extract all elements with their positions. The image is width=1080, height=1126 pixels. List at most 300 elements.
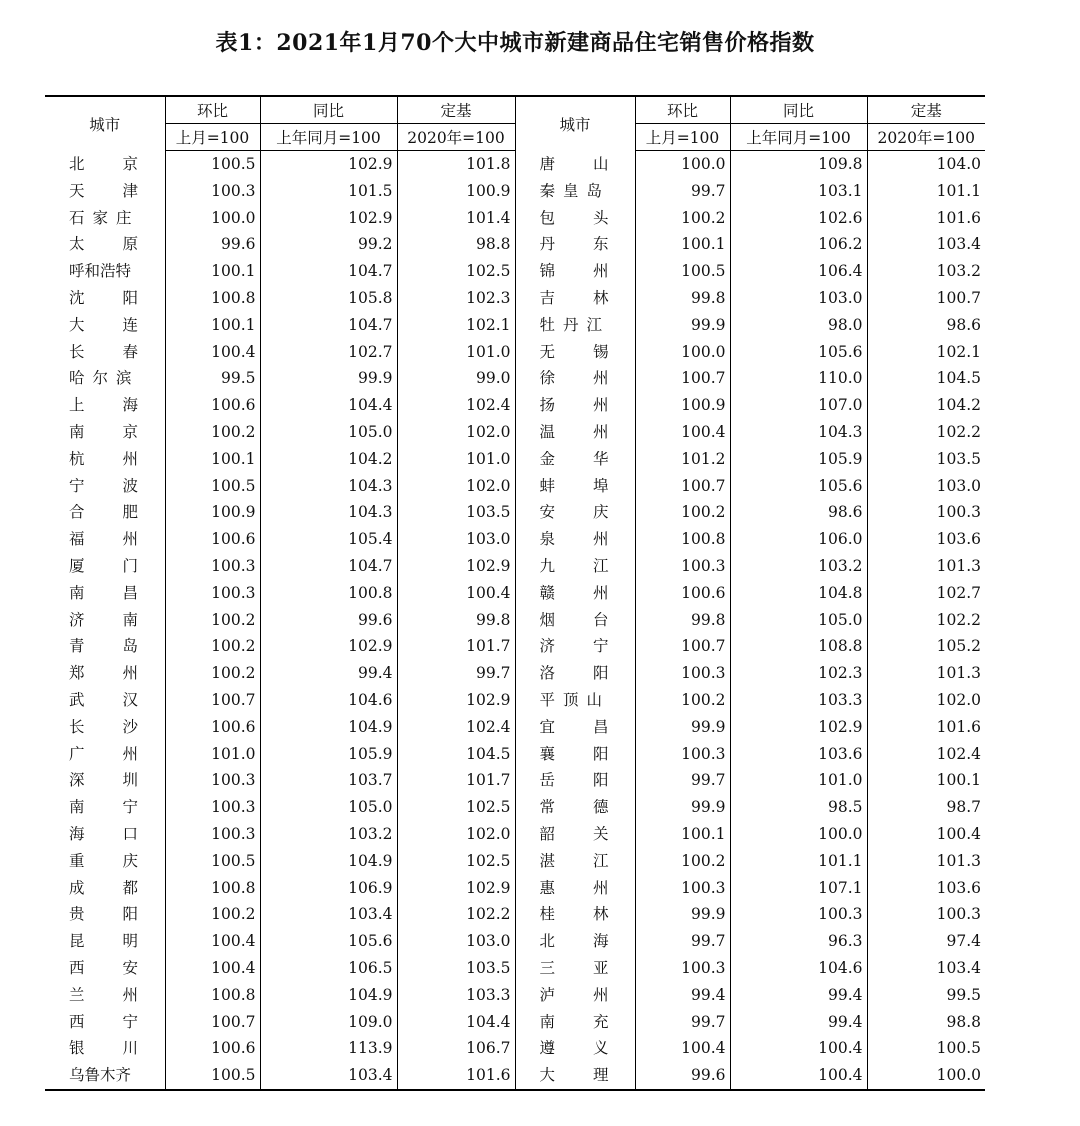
city-name-left: 武汉: [45, 687, 165, 714]
page-title: 表1：2021年1月70个大中城市新建商品住宅销售价格指数: [215, 30, 815, 56]
table-row: [45, 955, 985, 982]
table-row: [45, 1035, 985, 1062]
city-name-left: 上海: [45, 392, 165, 419]
tongbi-value-left: 105.0: [260, 419, 397, 446]
tongbi-value-right: 99.4: [730, 1009, 867, 1036]
header-tongbi-base-left: 上年同月=100: [260, 124, 397, 151]
dingji-value-left: 103.5: [397, 499, 515, 526]
huanbi-value-right: 99.7: [635, 928, 730, 955]
header-dingji-right: 定基: [867, 96, 985, 124]
tongbi-value-right: 101.0: [730, 767, 867, 794]
dingji-value-right: 102.7: [936, 583, 981, 602]
tongbi-value-right: 103.1: [730, 178, 867, 205]
city-name-right: 桂林: [515, 901, 635, 928]
dingji-value-right: 100.1: [936, 771, 981, 790]
tongbi-value-right: 100.0: [730, 821, 867, 848]
city-name-right: 襄阳: [515, 741, 635, 768]
tongbi-value-right: 104.3: [730, 419, 867, 446]
huanbi-value-left: 100.6: [165, 714, 260, 741]
price-index-table: [45, 95, 985, 1091]
city-name-right: 平顶山: [515, 687, 635, 714]
table-row: [45, 151, 985, 178]
tongbi-value-left: 104.6: [260, 687, 397, 714]
huanbi-value-right: 100.3: [635, 741, 730, 768]
city-name-left: 长沙: [45, 714, 165, 741]
table-row: [45, 741, 985, 768]
dingji-value-right: 102.2: [936, 422, 981, 441]
dingji-value-left: 104.4: [397, 1009, 515, 1036]
huanbi-value-right: 100.0: [635, 151, 730, 178]
huanbi-value-right: 100.7: [635, 473, 730, 500]
dingji-value-left: 102.5: [397, 848, 515, 875]
dingji-value-right: 101.3: [936, 556, 981, 575]
table-row: [45, 767, 985, 794]
table-row: [45, 982, 985, 1009]
city-name-left: 哈尔滨: [45, 365, 165, 392]
dingji-value-right: 100.0: [867, 1062, 985, 1090]
city-name-right: 泸州: [515, 982, 635, 1009]
tongbi-value-left: 104.4: [260, 392, 397, 419]
tongbi-value-right: 108.8: [730, 633, 867, 660]
table-row: [45, 660, 985, 687]
huanbi-value-left: 100.2: [165, 607, 260, 634]
huanbi-value-right: 100.4: [635, 419, 730, 446]
huanbi-value-left: 100.2: [165, 419, 260, 446]
city-name-right: 无锡: [515, 339, 635, 366]
city-name-left: 西宁: [45, 1009, 165, 1036]
tongbi-value-right: 107.0: [730, 392, 867, 419]
huanbi-value-right: 99.8: [635, 285, 730, 312]
city-name-left: 石家庄: [45, 205, 165, 232]
city-name-right: 泉州: [515, 526, 635, 553]
tongbi-value-left: 105.4: [260, 526, 397, 553]
dingji-value-left: 104.5: [397, 741, 515, 768]
city-name-right: 丹东: [515, 231, 635, 258]
tongbi-value-right: 98.6: [730, 499, 867, 526]
city-name-left: 长春: [45, 339, 165, 366]
city-name-left: 贵阳: [45, 901, 165, 928]
city-name-right: 牡丹江: [515, 312, 635, 339]
dingji-value-left: 99.8: [397, 607, 515, 634]
dingji-value-right: 98.8: [946, 1012, 981, 1031]
city-name-right: 徐州: [515, 365, 635, 392]
tongbi-value-right: 110.0: [730, 365, 867, 392]
dingji-value-left: 102.0: [397, 419, 515, 446]
dingji-value-left: 102.2: [397, 901, 515, 928]
tongbi-value-left: 99.2: [260, 231, 397, 258]
header-dingji-left: 定基: [397, 96, 515, 124]
huanbi-value-right: 100.9: [635, 392, 730, 419]
table-row: [45, 392, 985, 419]
tongbi-value-right: 96.3: [730, 928, 867, 955]
huanbi-value-left: 100.8: [165, 875, 260, 902]
tongbi-value-right: 105.0: [730, 607, 867, 634]
dingji-value-right: 102.2: [936, 610, 981, 629]
huanbi-value-right: 100.3: [635, 955, 730, 982]
dingji-value-right: 104.0: [936, 155, 981, 173]
header-huanbi-base-right: 上月=100: [635, 124, 730, 151]
table-row: [45, 178, 985, 205]
huanbi-value-left: 100.3: [165, 178, 260, 205]
dingji-value-right: 105.2: [936, 637, 981, 656]
table-row: [45, 1062, 985, 1090]
dingji-value-right: 102.4: [936, 744, 981, 763]
dingji-value-left: 102.0: [397, 821, 515, 848]
tongbi-value-right: 106.4: [730, 258, 867, 285]
dingji-value-right: 103.4: [936, 958, 981, 977]
city-name-left: 深圳: [45, 767, 165, 794]
city-name-left: 南昌: [45, 580, 165, 607]
huanbi-value-right: 100.3: [635, 875, 730, 902]
dingji-value-right: 103.5: [936, 449, 981, 468]
dingji-value-left: 103.0: [397, 526, 515, 553]
huanbi-value-left: 100.1: [165, 258, 260, 285]
huanbi-value-left: 100.2: [165, 901, 260, 928]
dingji-value-left: 102.3: [397, 285, 515, 312]
city-name-right: 扬州: [515, 392, 635, 419]
city-name-right: 九江: [515, 553, 635, 580]
city-name-left: 南京: [45, 419, 165, 446]
dingji-value-left: 101.8: [397, 151, 515, 178]
huanbi-value-left: 100.7: [165, 1009, 260, 1036]
dingji-value-left: 101.0: [397, 446, 515, 473]
header-huanbi-right: 环比: [635, 96, 730, 124]
table-row: [45, 633, 985, 660]
huanbi-value-right: 100.2: [635, 205, 730, 232]
huanbi-value-right: 99.6: [635, 1062, 730, 1090]
tongbi-value-left: 99.6: [260, 607, 397, 634]
table-row: [45, 231, 985, 258]
tongbi-value-right: 100.3: [730, 901, 867, 928]
city-name-right: 吉林: [515, 285, 635, 312]
dingji-value-right: 103.0: [936, 476, 981, 495]
header-dingji-base-right: 2020年=100: [867, 124, 985, 151]
tongbi-value-right: 103.2: [730, 553, 867, 580]
tongbi-value-right: 102.3: [730, 660, 867, 687]
dingji-value-right: 103.4: [936, 235, 981, 254]
huanbi-value-right: 100.1: [635, 231, 730, 258]
huanbi-value-right: 99.9: [635, 794, 730, 821]
dingji-value-right: 100.3: [936, 905, 981, 924]
city-name-left: 重庆: [45, 848, 165, 875]
table-row: [45, 339, 985, 366]
table-row: [45, 365, 985, 392]
tongbi-value-left: 104.7: [260, 258, 397, 285]
huanbi-value-right: 99.9: [635, 714, 730, 741]
huanbi-value-left: 100.6: [165, 1035, 260, 1062]
tongbi-value-right: 105.6: [730, 339, 867, 366]
huanbi-value-left: 100.8: [165, 982, 260, 1009]
huanbi-value-left: 100.4: [165, 339, 260, 366]
huanbi-value-right: 100.6: [635, 580, 730, 607]
table-body: [45, 151, 985, 1090]
tongbi-value-left: 106.5: [260, 955, 397, 982]
huanbi-value-left: 100.8: [165, 285, 260, 312]
city-name-left: 海口: [45, 821, 165, 848]
tongbi-value-left: 104.3: [260, 473, 397, 500]
table-row: [45, 258, 985, 285]
city-name-left: 合肥: [45, 499, 165, 526]
tongbi-value-left: 102.7: [260, 339, 397, 366]
huanbi-value-right: 100.0: [635, 339, 730, 366]
table-row: [45, 553, 985, 580]
tongbi-value-left: 102.9: [260, 205, 397, 232]
huanbi-value-right: 101.2: [635, 446, 730, 473]
city-name-right: 温州: [515, 419, 635, 446]
dingji-value-right: 100.5: [936, 1039, 981, 1058]
city-name-left: 西安: [45, 955, 165, 982]
dingji-value-left: 99.0: [397, 365, 515, 392]
huanbi-value-left: 100.4: [165, 955, 260, 982]
table-row: [45, 714, 985, 741]
tongbi-value-left: 104.7: [260, 312, 397, 339]
city-name-left: 南宁: [45, 794, 165, 821]
dingji-value-left: 99.7: [397, 660, 515, 687]
table-row: [45, 794, 985, 821]
tongbi-value-left: 100.8: [260, 580, 397, 607]
city-name-right: 三亚: [515, 955, 635, 982]
huanbi-value-right: 99.9: [635, 312, 730, 339]
huanbi-value-right: 99.8: [635, 607, 730, 634]
tongbi-value-left: 104.3: [260, 499, 397, 526]
header-tongbi-right: 同比: [730, 96, 867, 124]
header-huanbi-base-left: 上月=100: [165, 124, 260, 151]
huanbi-value-right: 100.3: [635, 660, 730, 687]
tongbi-value-right: 104.6: [730, 955, 867, 982]
header-tongbi-left: 同比: [260, 96, 397, 124]
header-city-right: 城市: [515, 96, 635, 151]
table-row: [45, 1009, 985, 1036]
huanbi-value-right: 99.7: [635, 767, 730, 794]
city-name-right: 惠州: [515, 875, 635, 902]
huanbi-value-right: 99.7: [635, 178, 730, 205]
tongbi-value-right: 104.8: [730, 580, 867, 607]
huanbi-value-right: 99.9: [635, 901, 730, 928]
tongbi-value-left: 104.9: [260, 982, 397, 1009]
huanbi-value-left: 100.5: [165, 1062, 260, 1090]
tongbi-value-right: 100.4: [730, 1035, 867, 1062]
tongbi-value-right: 106.2: [730, 231, 867, 258]
tongbi-value-left: 103.4: [260, 901, 397, 928]
huanbi-value-right: 100.2: [635, 499, 730, 526]
huanbi-value-right: 100.5: [635, 258, 730, 285]
huanbi-value-left: 101.0: [165, 741, 260, 768]
city-name-right: 南充: [515, 1009, 635, 1036]
table-row: [45, 607, 985, 634]
huanbi-value-right: 100.7: [635, 365, 730, 392]
dingji-value-right: 99.5: [946, 985, 981, 1004]
city-name-left: 乌鲁木齐: [45, 1062, 165, 1090]
tongbi-value-right: 99.4: [730, 982, 867, 1009]
city-name-right: 湛江: [515, 848, 635, 875]
huanbi-value-left: 99.5: [165, 365, 260, 392]
huanbi-value-left: 99.6: [165, 231, 260, 258]
huanbi-value-left: 100.1: [165, 446, 260, 473]
huanbi-value-left: 100.5: [165, 848, 260, 875]
huanbi-value-right: 100.8: [635, 526, 730, 553]
dingji-value-right: 103.6: [936, 530, 981, 549]
dingji-value-left: 101.0: [397, 339, 515, 366]
huanbi-value-left: 100.3: [165, 580, 260, 607]
city-name-right: 烟台: [515, 607, 635, 634]
huanbi-value-right: 100.4: [635, 1035, 730, 1062]
dingji-value-right: 101.3: [936, 664, 981, 683]
dingji-value-left: 103.3: [397, 982, 515, 1009]
tongbi-value-left: 102.9: [260, 151, 397, 178]
dingji-value-left: 102.0: [397, 473, 515, 500]
table-row: [45, 580, 985, 607]
huanbi-value-left: 100.2: [165, 633, 260, 660]
city-name-right: 岳阳: [515, 767, 635, 794]
city-name-right: 金华: [515, 446, 635, 473]
huanbi-value-left: 100.5: [165, 151, 260, 178]
header-tongbi-base-right: 上年同月=100: [730, 124, 867, 151]
tongbi-value-left: 113.9: [260, 1035, 397, 1062]
table-row: [45, 821, 985, 848]
dingji-value-left: 103.5: [397, 955, 515, 982]
table-row: [45, 526, 985, 553]
huanbi-value-right: 100.2: [635, 848, 730, 875]
dingji-value-right: 103.2: [936, 262, 981, 281]
tongbi-value-left: 104.9: [260, 848, 397, 875]
city-name-right: 常德: [515, 794, 635, 821]
dingji-value-right: 104.2: [936, 396, 981, 415]
city-name-right: 韶关: [515, 821, 635, 848]
dingji-value-right: 104.5: [936, 369, 981, 388]
city-name-right: 锦州: [515, 258, 635, 285]
dingji-value-right: 97.4: [946, 932, 981, 951]
tongbi-value-left: 105.6: [260, 928, 397, 955]
dingji-value-right: 102.1: [936, 342, 981, 361]
dingji-value-left: 102.4: [397, 392, 515, 419]
table-row: [45, 312, 985, 339]
dingji-value-right: 101.6: [936, 208, 981, 227]
tongbi-value-right: 107.1: [730, 875, 867, 902]
huanbi-value-left: 100.1: [165, 312, 260, 339]
tongbi-value-left: 104.7: [260, 553, 397, 580]
dingji-value-right: 100.4: [936, 824, 981, 843]
huanbi-value-left: 100.3: [165, 767, 260, 794]
table-row: [45, 446, 985, 473]
dingji-value-left: 102.4: [397, 714, 515, 741]
dingji-value-left: 102.9: [397, 687, 515, 714]
tongbi-value-right: 100.4: [730, 1062, 867, 1090]
city-name-left: 银川: [45, 1035, 165, 1062]
tongbi-value-left: 99.4: [260, 660, 397, 687]
tongbi-value-right: 103.3: [730, 687, 867, 714]
huanbi-value-right: 99.4: [635, 982, 730, 1009]
city-name-right: 秦皇岛: [515, 178, 635, 205]
dingji-value-right: 98.6: [946, 315, 981, 334]
city-name-left: 青岛: [45, 633, 165, 660]
tongbi-value-right: 102.6: [730, 205, 867, 232]
tongbi-value-left: 103.7: [260, 767, 397, 794]
dingji-value-right: 101.1: [936, 181, 981, 200]
table-row: [45, 419, 985, 446]
tongbi-value-right: 105.9: [730, 446, 867, 473]
huanbi-value-right: 100.7: [635, 633, 730, 660]
dingji-value-left: 102.9: [397, 553, 515, 580]
table-row: [45, 499, 985, 526]
dingji-value-left: 100.9: [397, 178, 515, 205]
table-row: [45, 205, 985, 232]
huanbi-value-left: 100.2: [165, 660, 260, 687]
tongbi-value-left: 103.2: [260, 821, 397, 848]
tongbi-value-right: 101.1: [730, 848, 867, 875]
city-name-right: 安庆: [515, 499, 635, 526]
tongbi-value-right: 103.6: [730, 741, 867, 768]
dingji-value-left: 106.7: [397, 1035, 515, 1062]
city-name-right: 遵义: [515, 1035, 635, 1062]
city-name-left: 呼和浩特: [45, 258, 165, 285]
dingji-value-left: 102.9: [397, 875, 515, 902]
tongbi-value-right: 98.5: [730, 794, 867, 821]
dingji-value-left: 102.5: [397, 794, 515, 821]
huanbi-value-left: 100.3: [165, 794, 260, 821]
table-row: [45, 875, 985, 902]
city-name-right: 赣州: [515, 580, 635, 607]
table-row: [45, 848, 985, 875]
city-name-left: 太原: [45, 231, 165, 258]
dingji-value-right: 102.0: [936, 690, 981, 709]
tongbi-value-left: 105.9: [260, 741, 397, 768]
city-name-left: 济南: [45, 607, 165, 634]
huanbi-value-right: 100.2: [635, 687, 730, 714]
tongbi-value-right: 102.9: [730, 714, 867, 741]
city-name-left: 宁波: [45, 473, 165, 500]
table-row: [45, 901, 985, 928]
city-name-right: 唐山: [515, 151, 635, 178]
huanbi-value-right: 100.1: [635, 821, 730, 848]
tongbi-value-right: 106.0: [730, 526, 867, 553]
huanbi-value-right: 99.7: [635, 1009, 730, 1036]
huanbi-value-left: 100.6: [165, 526, 260, 553]
tongbi-value-right: 105.6: [730, 473, 867, 500]
header-city-left: 城市: [45, 96, 165, 151]
dingji-value-left: 101.7: [397, 633, 515, 660]
tongbi-value-right: 109.8: [730, 151, 867, 178]
city-name-right: 北海: [515, 928, 635, 955]
tongbi-value-left: 103.4: [260, 1062, 397, 1090]
city-name-right: 济宁: [515, 633, 635, 660]
table-row: [45, 285, 985, 312]
table-row: [45, 473, 985, 500]
city-name-right: 洛阳: [515, 660, 635, 687]
city-name-right: 包头: [515, 205, 635, 232]
city-name-left: 厦门: [45, 553, 165, 580]
huanbi-value-left: 100.9: [165, 499, 260, 526]
table-row: [45, 928, 985, 955]
city-name-right: 宜昌: [515, 714, 635, 741]
huanbi-value-left: 100.3: [165, 553, 260, 580]
dingji-value-left: 100.4: [397, 580, 515, 607]
tongbi-value-right: 98.0: [730, 312, 867, 339]
huanbi-value-left: 100.6: [165, 392, 260, 419]
dingji-value-left: 102.1: [397, 312, 515, 339]
dingji-value-left: 103.0: [397, 928, 515, 955]
dingji-value-right: 100.7: [936, 288, 981, 307]
tongbi-value-right: 103.0: [730, 285, 867, 312]
tongbi-value-left: 109.0: [260, 1009, 397, 1036]
header-huanbi-left: 环比: [165, 96, 260, 124]
tongbi-value-left: 104.9: [260, 714, 397, 741]
city-name-left: 北京: [45, 151, 165, 178]
dingji-value-right: 101.3: [936, 851, 981, 870]
dingji-value-left: 102.5: [397, 258, 515, 285]
city-name-left: 昆明: [45, 928, 165, 955]
dingji-value-right: 101.6: [936, 717, 981, 736]
city-name-left: 广州: [45, 741, 165, 768]
